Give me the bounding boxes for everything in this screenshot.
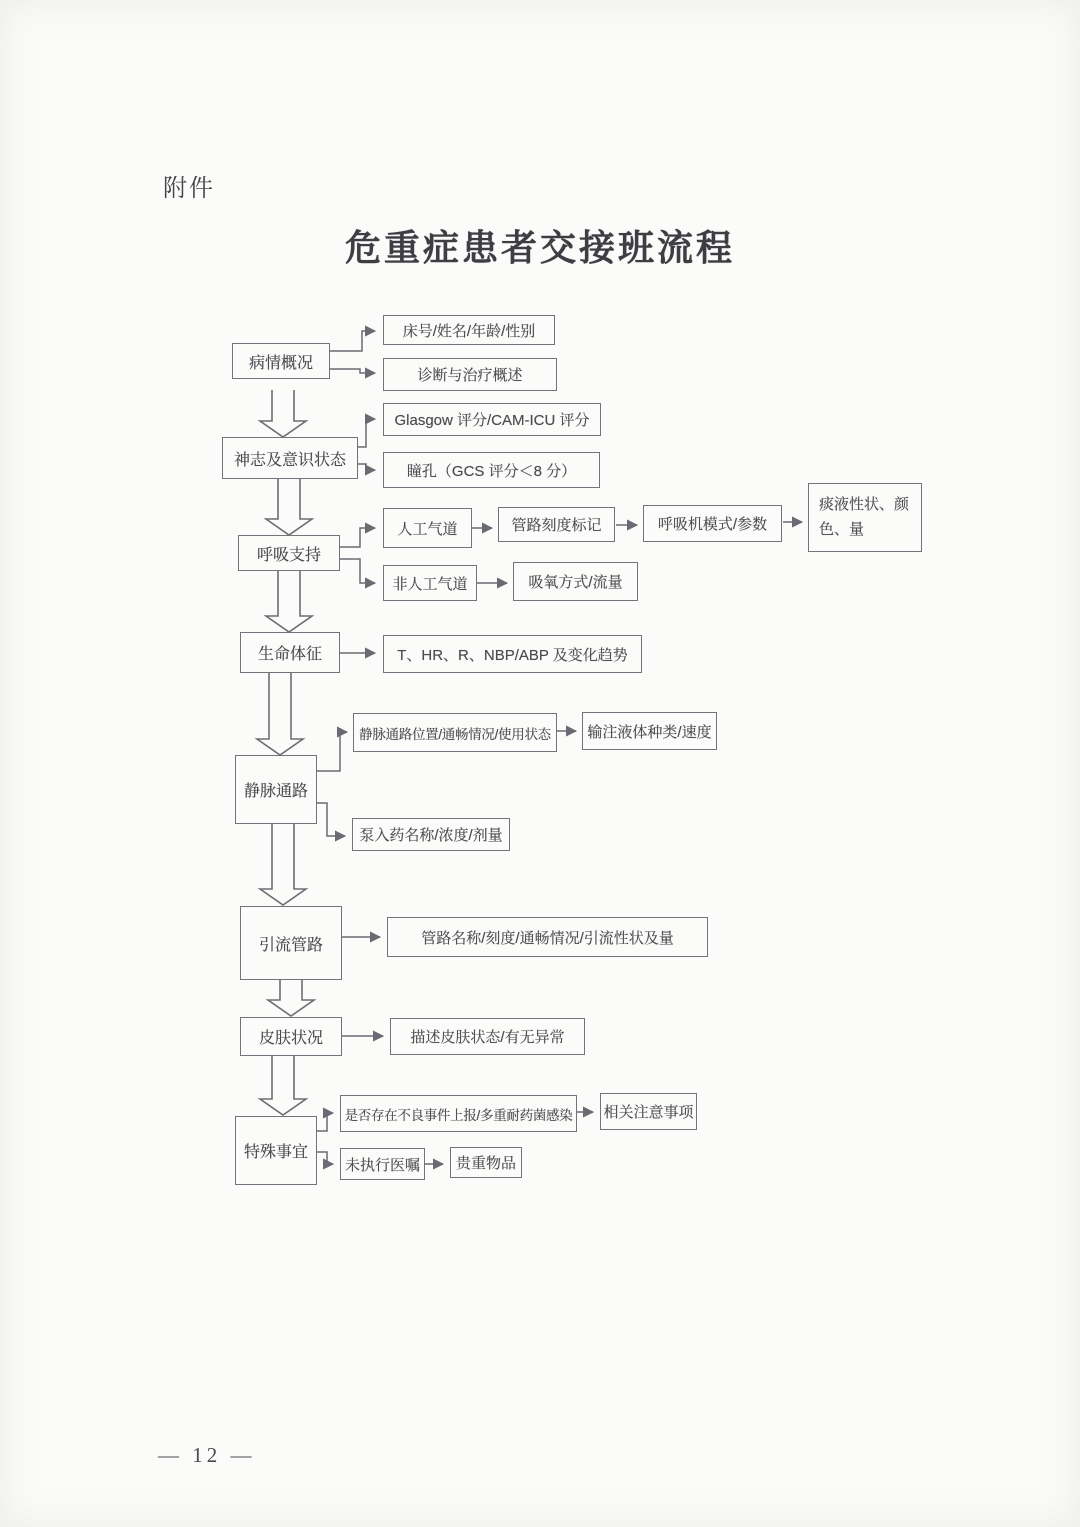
node-glasgow-cam-icu: Glasgow 评分/CAM-ICU 评分	[383, 403, 601, 436]
node-iv-position-status: 静脉通路位置/通畅情况/使用状态	[353, 713, 557, 752]
node-condition-overview: 病情概况	[232, 343, 330, 379]
node-venous-access: 静脉通路	[235, 755, 317, 824]
node-artificial-airway: 人工气道	[383, 508, 472, 548]
node-pump-drug: 泵入药名称/浓度/剂量	[352, 818, 510, 851]
node-unexecuted-orders: 未执行医嘱	[340, 1148, 425, 1180]
node-respiratory-support: 呼吸支持	[238, 535, 340, 571]
node-valuables: 贵重物品	[450, 1147, 522, 1178]
node-infusion-type-speed: 输注液体种类/速度	[582, 712, 717, 750]
node-skin-condition: 皮肤状况	[240, 1017, 342, 1056]
node-tube-scale-mark: 管路刻度标记	[498, 507, 615, 542]
node-ventilator-mode-params: 呼吸机模式/参数	[643, 505, 782, 542]
node-precautions: 相关注意事项	[600, 1093, 697, 1130]
node-bed-name-age-gender: 床号/姓名/年龄/性别	[383, 315, 555, 345]
node-pupil-gcs: 瞳孔（GCS 评分＜8 分）	[383, 452, 600, 488]
node-vital-signs: 生命体征	[240, 632, 340, 673]
page-title: 危重症患者交接班流程	[344, 228, 735, 268]
node-consciousness-status: 神志及意识状态	[222, 437, 358, 479]
node-adverse-event: 是否存在不良事件上报/多重耐药菌感染	[340, 1095, 577, 1132]
node-drainage-tubes: 引流管路	[240, 906, 342, 980]
attachment-label: 附件	[163, 176, 215, 202]
node-non-artificial-airway: 非人工气道	[383, 565, 477, 601]
node-special-matters: 特殊事宜	[235, 1116, 317, 1185]
node-sputum-character: 痰液性状、颜色、量	[808, 483, 922, 552]
block-arrows	[257, 390, 314, 1115]
node-skin-describe: 描述皮肤状态/有无异常	[390, 1018, 585, 1055]
node-oxygen-method-flow: 吸氧方式/流量	[513, 562, 638, 601]
node-diagnosis-treatment: 诊断与治疗概述	[383, 358, 557, 391]
page-number: — 12 —	[158, 1443, 256, 1467]
node-vitals-trend: T、HR、R、NBP/ABP 及变化趋势	[383, 635, 642, 673]
node-drainage-detail: 管路名称/刻度/通畅情况/引流性状及量	[387, 917, 708, 957]
